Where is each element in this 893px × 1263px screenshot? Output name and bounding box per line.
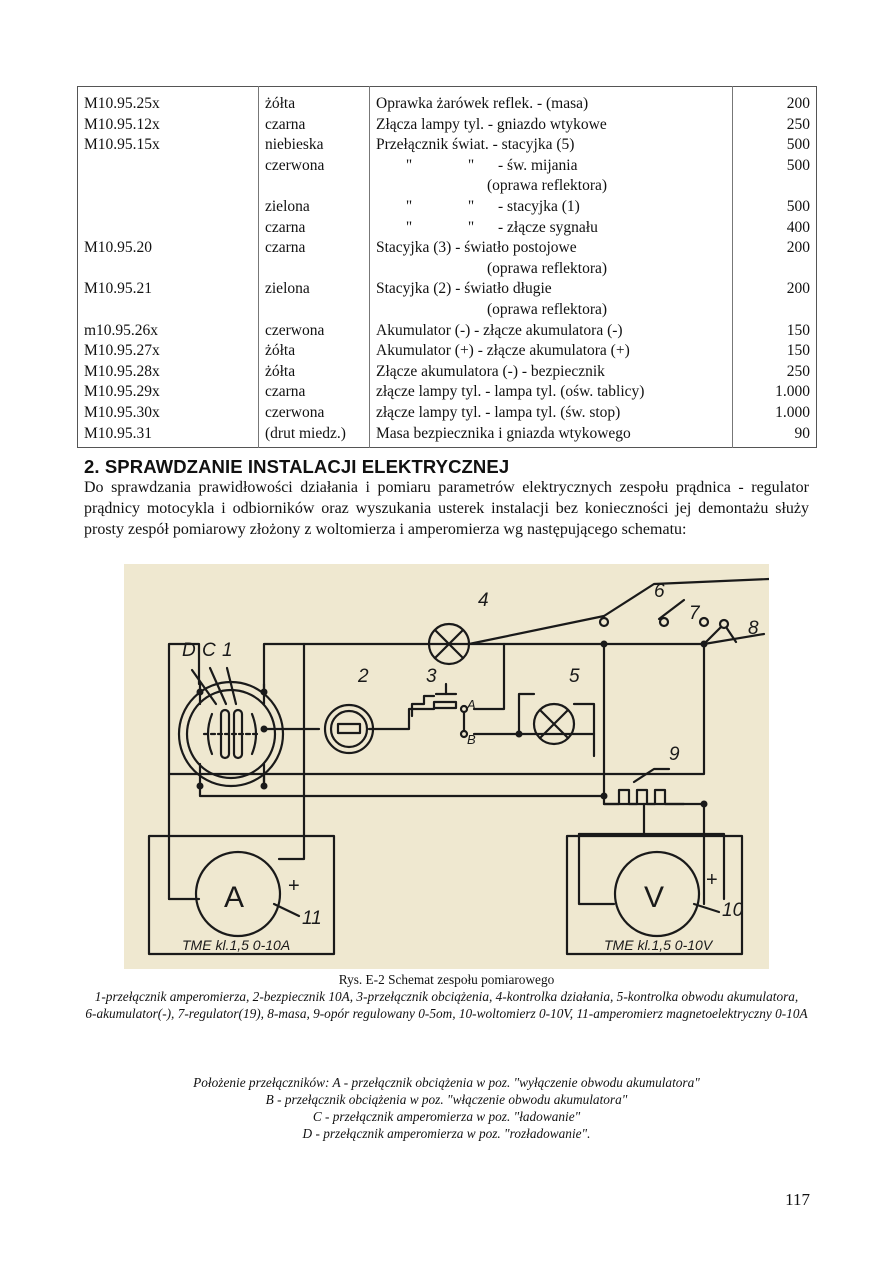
table-row [78,87,817,115]
cell-color: żółta [259,341,370,362]
table-row [78,321,817,342]
wire-table [77,86,817,448]
label-9: 9 [669,744,680,765]
cell-length: 400 [786,218,810,236]
table-row [78,238,817,259]
page-number: 117 [785,1190,810,1209]
ammeter-plate: TME kl.1,5 0-10A [182,937,291,953]
cell-description [370,279,733,300]
cell-color: czarna [259,238,370,259]
label-C: C [202,640,216,661]
cell-length: 90 [794,424,810,442]
cell-code: M10.95.20 [78,238,259,259]
cell-description [370,259,733,280]
cell-color: żółta [259,87,370,115]
voltmeter-plate: TME kl.1,5 0-10V [604,937,713,953]
cell-color: niebieska [259,135,370,156]
cell-length [733,176,817,197]
description-text: Przełącznik świat. - stacyjka (5) [376,136,575,154]
cell-code: M10.95.25x [78,87,259,115]
cell-length: 200 [786,95,810,112]
switch-positions [40,1074,853,1142]
cell-length: 250 [786,115,810,133]
legend-line: 1-przełącznik amperomierza, 2-bezpiecznik 10A, 3-przełącznik obciążenia, 4-kontrolka działania, 5-kontrolka obwodu akumulatora, [94,989,799,1004]
description-text: złącze lampy tyl. - lampa tyl. (św. stop) [376,403,621,421]
description-text: (oprawa reflektora) [487,259,608,277]
cell-color: czerwona [259,403,370,424]
position-line: B - przełącznik obciążenia w poz. "włączenie obwodu akumulatora" [265,1092,628,1107]
description-text: - stacyjka (1) [498,197,580,215]
cell-code: m10.95.26x [78,321,259,342]
cell-description [370,197,733,218]
description-text: Akumulator (+) - złącze akumulatora (+) [376,342,630,360]
cell-color: czarna [259,115,370,136]
intro-paragraph: Do sprawdzania prawidłowości działania i pomiaru parametrów elektrycznych zespołu prądnica - regulator prądnicy motocykla i odbiorników oraz wyszukania usterek instalacji bez konieczności jej demontażu służy prosty zespół pomiarowy złożony z woltomierza i amperomierza wg następującego schematu: [84,479,809,538]
figure-caption-title: Rys. E-2 Schemat zespołu pomiarowego [338,972,555,987]
figure-legend [40,988,853,1022]
cell-description [370,382,733,403]
cell-code: M10.95.29x [78,382,259,403]
label-D: D [182,640,196,661]
table-row [78,218,817,239]
description-text: Oprawka żarówek reflek. - (masa) [376,95,589,112]
description-text: (oprawa reflektora) [487,300,608,318]
description-text: - złącze sygnału [498,218,598,236]
cell-length: 1.000 [775,403,810,421]
cell-code: M10.95.12x [78,115,259,136]
cell-color [259,259,370,280]
label-11: 11 [302,908,322,929]
ditto-mark: " [467,197,475,215]
cell-color: czerwona [259,156,370,177]
ammeter-symbol: A [224,881,245,914]
cell-description [370,403,733,424]
description-text: Złącze akumulatora (-) - bezpiecznik [376,362,605,380]
description-text: (oprawa reflektora) [487,177,608,195]
cell-code: M10.95.30x [78,403,259,424]
table-row [78,156,817,177]
voltmeter-symbol: V [644,881,665,914]
load-switch-3-icon [412,684,467,737]
cell-description [370,156,733,177]
table-row [78,135,817,156]
label-4: 4 [478,590,489,611]
ditto-mark: " [467,156,475,174]
cell-code [78,176,259,197]
ditto-mark: " [405,197,413,215]
cell-color: czarna [259,382,370,403]
measurement-schematic [124,564,769,969]
cell-code [78,156,259,177]
cell-length: 200 [786,280,810,298]
cell-color [259,300,370,321]
label-6: 6 [654,581,665,602]
ditto-mark: " [467,218,475,236]
cell-code: M10.95.15x [78,135,259,156]
generator-switch-symbol [179,668,283,786]
cell-color: czerwona [259,321,370,342]
table-row [78,300,817,321]
description-text: Złącza lampy tyl. - gniazdo wtykowe [376,115,607,133]
cell-length: 150 [786,321,810,339]
cell-length: 250 [786,362,810,380]
cell-color: żółta [259,362,370,383]
cell-description [370,176,733,197]
description-text: Stacyjka (2) - światło długie [376,280,552,298]
table-row [78,197,817,218]
position-line: Położenie przełączników: A - przełącznik obciążenia w poz. "wyłączenie obwodu akumulatora" [193,1075,700,1090]
position-line: D - przełącznik amperomierza w poz. "rozładowanie". [302,1126,591,1141]
cell-color: (drut miedz.) [259,424,370,448]
cell-color: zielona [259,197,370,218]
label-2: 2 [358,666,369,687]
ammeter-plus: + [288,875,300,897]
cell-color: zielona [259,279,370,300]
label-B: B [467,732,476,747]
section-heading: 2. SPRAWDZANIE INSTALACJI ELEKTRYCZNEJ [84,456,510,477]
cell-code: M10.95.28x [78,362,259,383]
label-8: 8 [748,618,759,639]
table-row [78,362,817,383]
table-row [78,279,817,300]
cell-length: 200 [786,239,810,257]
cell-code [78,218,259,239]
description-text: Stacyjka (3) - światło postojowe [376,239,577,257]
cell-length: 500 [786,136,810,154]
cell-description [370,341,733,362]
cell-length [733,259,817,280]
circuit-lamp-5-icon [534,704,574,744]
voltmeter-plus: + [706,869,718,891]
figure-labels [182,581,759,953]
cell-length [733,300,817,321]
cell-code [78,300,259,321]
terminals [600,618,728,628]
label-A: A [467,697,476,712]
cell-length: 500 [786,156,810,174]
position-line: C - przełącznik amperomierza w poz. "ładowanie" [312,1109,581,1124]
ditto-mark: " [405,218,413,236]
cell-description [370,238,733,259]
cell-color [259,176,370,197]
label-3: 3 [426,666,437,687]
cell-color: czarna [259,218,370,239]
table-row [78,115,817,136]
cell-code: M10.95.21 [78,279,259,300]
cell-code [78,259,259,280]
cell-code: M10.95.31 [78,424,259,448]
description-text: Masa bezpiecznika i gniazda wtykowego [376,424,631,442]
cell-description [370,115,733,136]
cell-description [370,362,733,383]
label-5: 5 [569,666,580,687]
cell-description [370,87,733,115]
ditto-mark: " [405,156,413,174]
label-10: 10 [722,900,744,921]
table-row [78,176,817,197]
cell-length: 150 [786,342,810,360]
schematic-drawing [124,564,769,969]
cell-code: M10.95.27x [78,341,259,362]
table-row [78,403,817,424]
description-text: - św. mijania [498,156,578,174]
cell-length: 500 [786,197,810,215]
description-text: Akumulator (-) - złącze akumulatora (-) [376,321,623,339]
fuse-2-icon [325,705,373,753]
description-text: złącze lampy tyl. - lampa tyl. (ośw. tablicy) [376,383,645,401]
cell-description [370,218,733,239]
label-1: 1 [222,640,233,661]
table-row [78,382,817,403]
cell-description [370,300,733,321]
table-row [78,341,817,362]
cell-length: 1.000 [775,383,810,401]
cell-code [78,197,259,218]
label-7: 7 [689,603,700,624]
table-row [78,259,817,280]
legend-line: 6-akumulator(-), 7-regulator(19), 8-masa, 9-opór regulowany 0-5om, 10-woltomierz 0-10V, 11-amperomierz magnetoelektryczny 0-10A [85,1006,808,1021]
cell-description [370,321,733,342]
cell-description [370,135,733,156]
cell-description [370,424,733,448]
table-row [78,424,817,448]
